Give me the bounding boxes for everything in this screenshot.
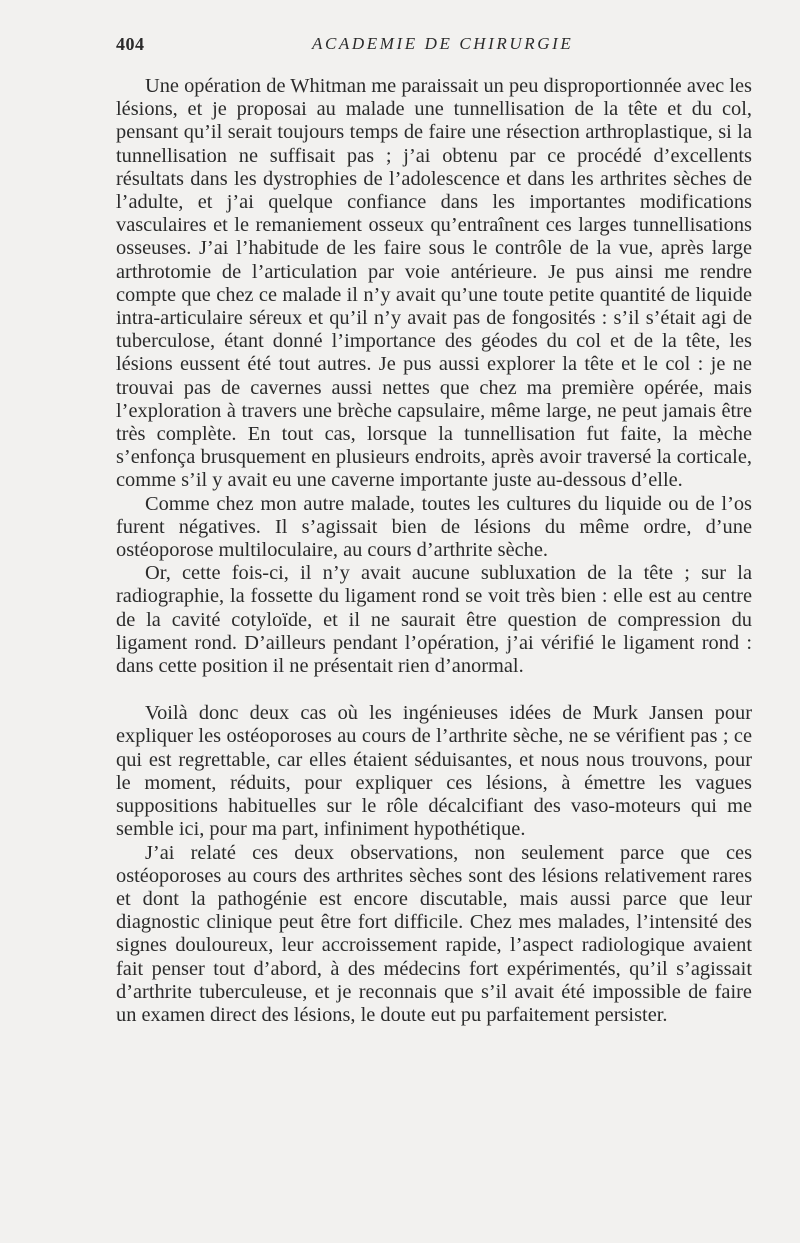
- paragraph: Une opération de Whitman me paraissait un peu disproportionnée avec les lésions, et je proposai au malade une tunnellisation de la tête et du col, pensant qu’il serait toujours temps de faire une résection arthroplastique, si la tunnellisation ne suffisait pas ; j’ai obtenu par ce procédé d’excellents résultats dans les dystrophies de l’adolescence et dans les arthrites sèches de l’adulte, et j’ai quelque confiance dans les importantes modifications vasculaires et le remaniement osseux qu’entraînent ces larges tunnellisations osseuses. J’ai l’habitude de les faire sous le contrôle de la vue, après large arthrotomie de l’articulation par voie antérieure. Je pus ainsi me rendre compte que chez ce malade il n’y avait qu’une toute petite quantité de liquide intra-articulaire séreux et qu’il n’y avait pas de fongosités : s’il s’était agi de tuberculose, étant donné l’importance des géodes du col et de la tête, les lésions eussent été tout autres. Je pus aussi explorer la tête et le col : je ne trouvai pas de cavernes aussi nettes que chez ma première opérée, mais l’exploration à travers une brèche capsulaire, même large, ne peut jamais être très complète. En tout cas, lorsque la tunnellisation fut faite, la mèche s’enfonça brusquement en plusieurs endroits, après avoir traversé la corticale, comme s’il y avait eu une caverne importante juste au-dessous d’elle.: [116, 75, 752, 492]
- paragraph: Voilà donc deux cas où les ingénieuses idées de Murk Jansen pour expliquer les ostéoporoses au cours de l’arthrite sèche, ne se vérifient pas ; ce qui est regrettable, car elles étaient séduisantes, et nous nous trouvons, pour le moment, réduits, pour expliquer ces lésions, à émettre les vagues suppositions habituelles sur le rôle décalcifiant des vaso-moteurs qui me semble ici, pour ma part, infiniment hypothétique.: [116, 702, 752, 841]
- paragraph: J’ai relaté ces deux observations, non seulement parce que ces ostéoporoses au cours des arthrites sèches sont des lésions relativement rares et dont la pathogénie est encore discutable, mais aussi parce que leur diagnostic clinique peut être fort difficile. Chez mes malades, l’intensité des signes douloureux, leur accroissement rapide, l’aspect radiologique avaient fait penser tout d’abord, à des médecins fort expérimentés, qu’il s’agissait d’arthrite tuberculeuse, et je reconnais que s’il avait été impossible de faire un examen direct des lésions, le doute eut pu parfaitement persister.: [116, 841, 752, 1026]
- paragraph: Or, cette fois-ci, il n’y avait aucune subluxation de la tête ; sur la radiographie, la fossette du ligament rond se voit très bien : elle est au centre de la cavité cotyloïde, et il ne saurait être question de compression du ligament rond. D’ailleurs pendant l’opération, j’ai vérifié le ligament rond : dans cette position il ne présentait rien d’anormal.: [116, 562, 752, 678]
- paragraph: Comme chez mon autre malade, toutes les cultures du liquide ou de l’os furent négatives. Il s’agissait bien de lésions du même ordre, d’une ostéoporose multiloculaire, au cours d’arthrite sèche.: [116, 492, 752, 562]
- page-header: [116, 34, 752, 58]
- page-number: 404: [116, 34, 145, 54]
- running-title: ACADEMIE DE CHIRURGIE: [312, 34, 574, 53]
- body-text: [116, 75, 752, 1027]
